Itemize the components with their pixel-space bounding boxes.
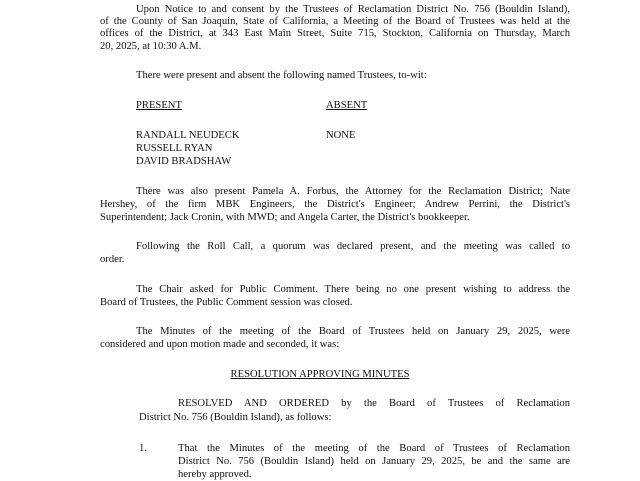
present-trustee-1: RANDALL NEUDECK: [136, 130, 240, 141]
minutes-line-2: considered and upon motion made and seconded, it was:: [100, 339, 340, 350]
item-1-number: 1.: [139, 443, 147, 454]
minutes-line-1: The Minutes of the meeting of the Board of Trustees held on January 29, 2025, were: [136, 326, 570, 337]
absent-trustee-1: NONE: [326, 130, 356, 141]
intro-line-1: Upon Notice to and consent by the Trustees of Reclamation District No. 756 (Bouldin Island),: [136, 4, 570, 15]
also-present-line-2: Hershey, of the firm MBK Engineers, the District's Engineer; Andrew Perrini, the District's: [100, 199, 570, 210]
item-1-line-2: District No. 756 (Bouldin Island) held on January 29, 2025, be and the same are: [178, 456, 570, 467]
present-header: PRESENT: [136, 100, 182, 111]
item-1-line-3: hereby approved.: [178, 469, 252, 480]
resolved-line-1: RESOLVED AND ORDERED by the Board of Trustees of Reclamation: [178, 398, 570, 409]
roll-call-line-2: order.: [100, 254, 125, 265]
resolved-line-2: District No. 756 (Bouldin Island), as follows:: [139, 412, 332, 423]
resolution-title: RESOLUTION APPROVING MINUTES: [230, 369, 410, 380]
public-comment-line-2: Board of Trustees, the Public Comment session was closed.: [100, 297, 353, 308]
present-trustee-2: RUSSELL RYAN: [136, 143, 213, 154]
also-present-line-3: Superintendent; Jack Cronin, with MWD; and Angela Carter, the District's bookkeeper.: [100, 212, 470, 223]
intro-line-4: 20, 2025, at 10:30 A.M.: [100, 41, 202, 52]
intro-line-3: offices of the District, at 343 East Main Street, Suite 715, Stockton, California on Thursday, March: [100, 28, 570, 39]
attendance-intro: There were present and absent the following named Trustees, to-wit:: [136, 70, 427, 81]
item-1-line-1: That the Minutes of the meeting of the Board of Trustees of Reclamation: [178, 443, 570, 454]
roll-call-line-1: Following the Roll Call, a quorum was declared present, and the meeting was called to: [136, 241, 570, 252]
intro-line-2: of the County of San Joaquin, State of California, a Meeting of the Board of Trustees was held at the: [100, 16, 570, 27]
also-present-line-1: There was also present Pamela A. Forbus, the Attorney for the Reclamation District; Nate: [136, 186, 570, 197]
public-comment-line-1: The Chair asked for Public Comment. There being no one present wishing to address the: [136, 284, 570, 295]
absent-header: ABSENT: [326, 100, 368, 111]
present-trustee-3: DAVID BRADSHAW: [136, 156, 232, 167]
